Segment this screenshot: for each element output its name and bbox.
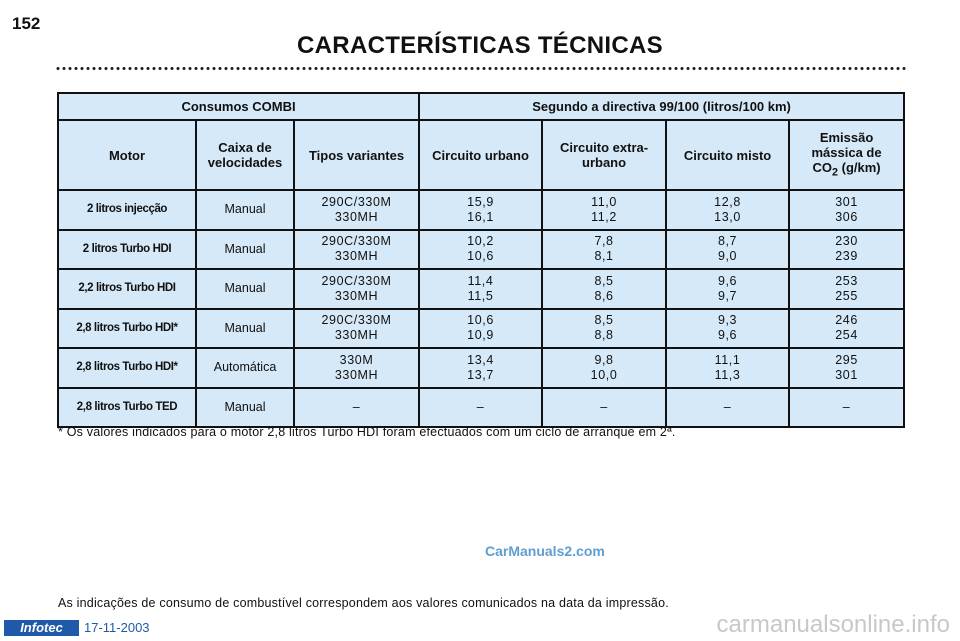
cell-types [294, 388, 419, 428]
cell-gearbox: Automática [196, 348, 294, 388]
cell-urban-value-1: 15,9 [467, 194, 494, 209]
cell-motor: 2,2 litros Turbo HDI [58, 269, 196, 309]
cell-emission-value-2: 254 [835, 328, 858, 343]
cell-mixed [666, 230, 789, 270]
cell-emission [789, 190, 904, 230]
cell-mixed-value-2: 9,0 [717, 249, 738, 264]
cell-emission [789, 388, 904, 428]
emission-co: CO [812, 159, 832, 175]
cell-types-value-2: 330MH [334, 209, 379, 224]
cell-extra-urban-value-2: 8,1 [594, 249, 614, 264]
cell-gearbox: Manual [196, 388, 294, 428]
table-row [58, 230, 904, 270]
cell-urban-value-2: 11,5 [467, 288, 494, 303]
cell-types-value-2: 330MH [334, 288, 379, 303]
cell-types-value-1: 290C/330M [321, 273, 392, 288]
cell-extra-urban-value-1: 11,0 [591, 194, 617, 209]
emission-line1: Emissão [819, 129, 874, 145]
group-header-directiva: Segundo a directiva 99/100 (litros/100 km) [419, 93, 904, 120]
cell-mixed-value-1: 9,3 [717, 313, 738, 328]
col-header-types: Tipos variantes [294, 120, 419, 190]
cell-mixed [666, 309, 789, 349]
cell-extra-urban [542, 190, 666, 230]
cell-extra-urban-value-2: 8,8 [594, 328, 614, 343]
bottom-note: As indicações de consumo de combustível correspondem aos valores comunicados na data da impressão. [58, 596, 669, 610]
cell-mixed-value-1: – [723, 399, 732, 414]
cell-emission-value-1: 246 [835, 313, 858, 328]
cell-mixed-value-1: 9,6 [717, 273, 738, 288]
site-watermark: carmanualsonline.info [716, 611, 950, 638]
page-title: CARACTERÍSTICAS TÉCNICAS [297, 32, 663, 59]
cell-extra-urban [542, 388, 666, 428]
cell-extra-urban-value-1: 8,5 [594, 313, 614, 328]
infotec-logo: Infotec [4, 620, 79, 636]
cell-types [294, 348, 419, 388]
cell-urban [419, 190, 542, 230]
group-header-consumos: Consumos COMBI [58, 93, 419, 120]
cell-urban-value-2: 10,6 [467, 249, 494, 264]
cell-urban-value-1: 11,4 [467, 273, 494, 288]
emission-unit: (g/km) [838, 159, 881, 175]
col-header-gearbox: Caixa de velocidades [196, 120, 294, 190]
cell-extra-urban-value-1: 9,8 [594, 352, 614, 367]
col-header-mixed: Circuito misto [666, 120, 789, 190]
consumption-table [57, 92, 905, 428]
cell-motor: 2,8 litros Turbo HDI* [58, 309, 196, 349]
watermark: CarManuals2.com [485, 543, 605, 559]
cell-mixed-value-2: 9,6 [717, 328, 738, 343]
cell-types [294, 230, 419, 270]
cell-urban-value-1: 13,4 [467, 352, 494, 367]
cell-emission-value-2: 301 [835, 367, 858, 382]
cell-types-value-1: 290C/330M [321, 194, 392, 209]
cell-motor: 2,8 litros Turbo TED [58, 388, 196, 428]
cell-emission [789, 230, 904, 270]
table-row [58, 388, 904, 428]
cell-extra-urban-value-2: 10,0 [590, 367, 618, 382]
cell-extra-urban-value-1: 7,8 [594, 234, 614, 249]
cell-gearbox: Manual [196, 190, 294, 230]
cell-urban [419, 230, 542, 270]
cell-urban-value-1: – [476, 399, 485, 414]
emission-sub: 2 [831, 166, 838, 179]
cell-types-value-2: 330MH [334, 328, 379, 343]
cell-motor: 2 litros injecção [58, 190, 196, 230]
cell-mixed [666, 388, 789, 428]
column-header-row [58, 120, 904, 190]
cell-urban [419, 269, 542, 309]
page-number: 152 [12, 14, 41, 33]
cell-urban-value-2: 10,9 [467, 328, 494, 343]
footnote: * Os valores indicados para o motor 2,8 litros Turbo HDI foram efectuados com um ciclo de arranque em 2ª. [58, 425, 676, 439]
cell-urban-value-2: 13,7 [467, 367, 494, 382]
cell-emission [789, 269, 904, 309]
cell-emission-value-1: 253 [835, 273, 858, 288]
cell-extra-urban [542, 309, 666, 349]
cell-types-value-1: 330M [339, 352, 374, 367]
cell-emission-value-1: 301 [835, 194, 858, 209]
emission-line2: mássica de [811, 144, 882, 160]
col-header-urban: Circuito urbano [419, 120, 542, 190]
cell-emission-value-2: 239 [835, 249, 858, 264]
cell-motor: 2 litros Turbo HDI [58, 230, 196, 270]
cell-types-value-2: 330MH [334, 249, 379, 264]
table-row [58, 269, 904, 309]
cell-types-value-1: 290C/330M [321, 313, 392, 328]
cell-extra-urban [542, 230, 666, 270]
print-date: 17-11-2003 [84, 620, 150, 635]
cell-emission-value-1: 230 [835, 234, 858, 249]
cell-extra-urban-value-1: 8,5 [594, 273, 614, 288]
cell-emission-value-2: 306 [835, 209, 858, 224]
dotted-divider [55, 66, 907, 71]
cell-types [294, 190, 419, 230]
cell-mixed-value-2: 9,7 [717, 288, 738, 303]
cell-mixed [666, 348, 789, 388]
cell-extra-urban [542, 269, 666, 309]
cell-mixed-value-2: 11,3 [714, 367, 741, 382]
cell-motor: 2,8 litros Turbo HDI* [58, 348, 196, 388]
cell-mixed-value-1: 11,1 [714, 352, 741, 367]
cell-urban [419, 309, 542, 349]
cell-mixed-value-1: 8,7 [717, 234, 738, 249]
cell-types-value-2: 330MH [334, 367, 379, 382]
emission-line3 [792, 160, 901, 181]
cell-emission-value-1: 295 [835, 352, 858, 367]
cell-extra-urban-value-2: 8,6 [594, 288, 614, 303]
cell-urban-value-2: 16,1 [467, 209, 494, 224]
cell-emission-value-2: 255 [835, 288, 858, 303]
cell-types [294, 309, 419, 349]
cell-gearbox: Manual [196, 269, 294, 309]
cell-emission [789, 309, 904, 349]
table-row [58, 190, 904, 230]
cell-urban [419, 388, 542, 428]
cell-extra-urban-value-1: – [600, 399, 608, 414]
cell-mixed [666, 269, 789, 309]
cell-gearbox: Manual [196, 230, 294, 270]
group-header-row [58, 93, 904, 120]
cell-emission [789, 348, 904, 388]
cell-types-value-1: – [352, 399, 361, 414]
col-header-emission [789, 120, 904, 190]
col-header-extra-urban: Circuito extra-urbano [542, 120, 666, 190]
cell-gearbox: Manual [196, 309, 294, 349]
cell-types-value-1: 290C/330M [321, 234, 392, 249]
cell-mixed-value-1: 12,8 [714, 194, 741, 209]
col-header-motor: Motor [58, 120, 196, 190]
table-row [58, 348, 904, 388]
cell-mixed-value-2: 13,0 [714, 209, 741, 224]
cell-types [294, 269, 419, 309]
cell-extra-urban [542, 348, 666, 388]
cell-urban [419, 348, 542, 388]
cell-urban-value-1: 10,6 [467, 313, 494, 328]
table-row [58, 309, 904, 349]
cell-emission-value-1: – [842, 399, 851, 414]
cell-mixed [666, 190, 789, 230]
cell-urban-value-1: 10,2 [467, 234, 494, 249]
cell-extra-urban-value-2: 11,2 [591, 209, 617, 224]
